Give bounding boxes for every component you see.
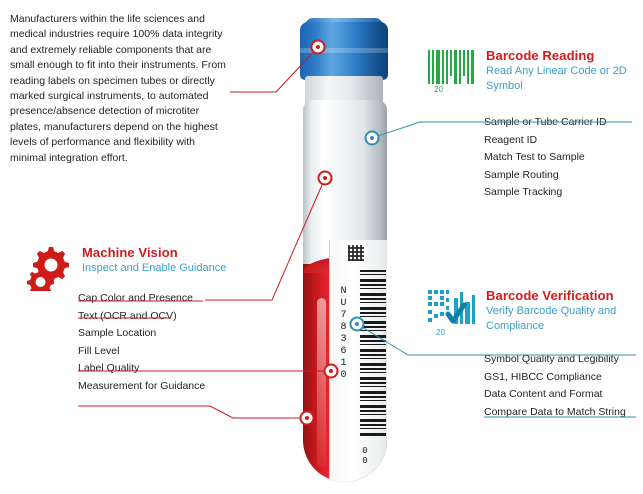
leader-line-barcode-reading <box>372 122 492 138</box>
list-item: Sample Tracking <box>484 186 563 198</box>
label-code-text: NU783610 <box>338 286 349 382</box>
leader-line-fill-level <box>210 406 307 418</box>
leader-line-barcode-verification <box>357 324 484 355</box>
qr-verify-icon-number: 20 <box>436 328 445 337</box>
marker-group-red <box>301 41 338 425</box>
barcode-reading-title: Barcode Reading <box>486 48 595 63</box>
list-item: Fill Level <box>78 344 120 357</box>
machine-vision-subtitle: Inspect and Enable Guidance <box>82 262 227 274</box>
list-item: Cap Color and Presence <box>78 292 193 304</box>
list-item: Text (OCR and OCV) <box>78 309 177 322</box>
leader-line-cap <box>230 47 318 92</box>
marker-group-teal <box>351 132 379 331</box>
list-item: Measurement for Guidance <box>78 379 206 392</box>
list-item: Sample Location <box>78 327 157 339</box>
list-item: Sample or Tube Carrier ID <box>484 116 607 128</box>
list-item: Reagent ID <box>484 133 538 146</box>
machine-vision-title: Machine Vision <box>82 245 178 260</box>
list-item: Match Test to Sample <box>484 151 585 163</box>
list-item: Symbol Quality and Legibility <box>484 353 619 365</box>
leader-line-label-top <box>205 178 325 300</box>
barcode-verification-title: Barcode Verification <box>486 288 614 303</box>
barcode-icon-number: 20 <box>434 85 443 94</box>
barcode-verification-subtitle: Verify Barcode Quality and Compliance <box>486 305 617 332</box>
list-item: Sample Routing <box>484 168 559 181</box>
list-item: Label Quality <box>78 362 140 374</box>
list-item: Data Content and Format <box>484 388 603 400</box>
intro-paragraph: Manufacturers within the life sciences and medical industries require 100% data integrity and extremely reliable components that are small enough to fit into their instruments. From reading labels on specimen tubes or directly marked surgical instruments, to automated presence/absence detection of microtiter plates, manufacturers depend on the highest levels of performance and flexibility with minimal integration effort. <box>10 13 226 164</box>
barcode-reading-subtitle: Read Any Linear Code or 2D Symbol <box>486 65 627 92</box>
label-code-secondary-text: 00 <box>360 446 370 466</box>
list-item: Compare Data to Match String <box>484 405 626 418</box>
list-item: GS1, HIBCC Compliance <box>484 370 602 383</box>
